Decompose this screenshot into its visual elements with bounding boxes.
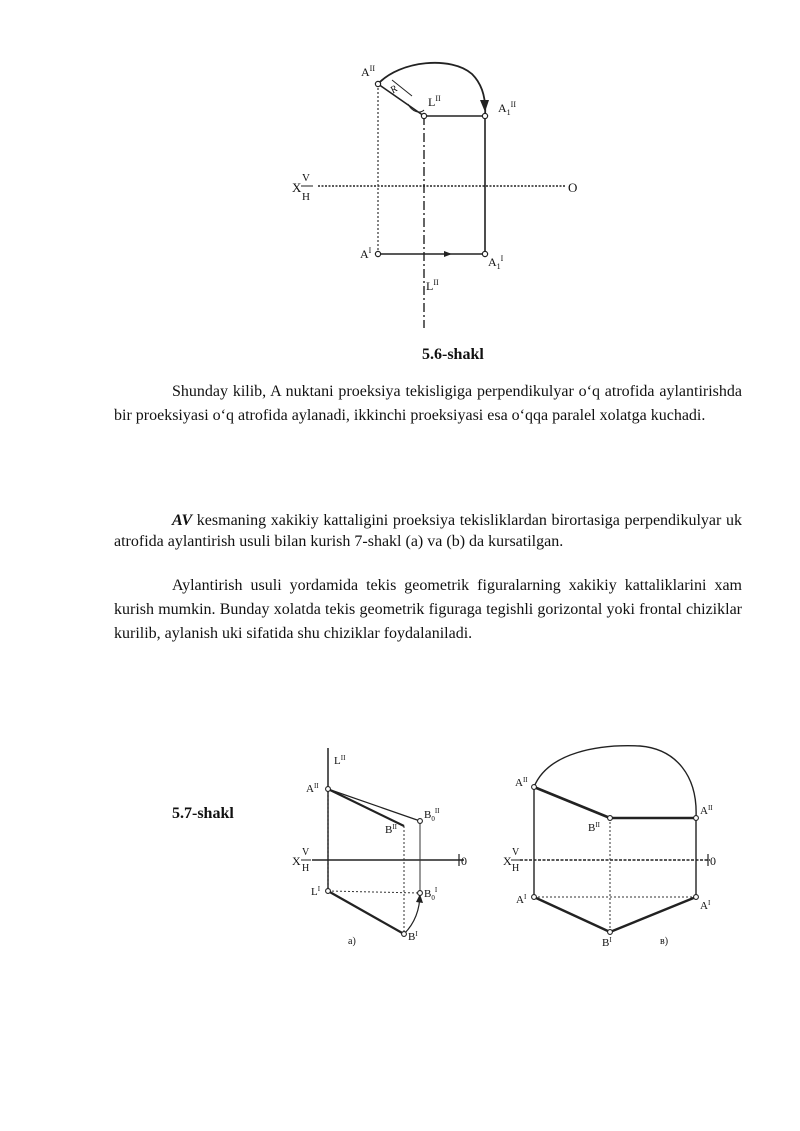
a-x-label: X <box>292 854 301 868</box>
paragraph-3: Aylantirish usuli yordamida tekis geometrik figuralarning xakikiy kattaliklarini xam kurish mumkin. Bunday xolatda tekis geometrik figuraga tegishli gorizontal yoki frontal chiziklar kurilib, aylanish uki sifatida shu chiziklar foydalaniladi. <box>114 577 742 642</box>
figure-caption-5-6: 5.6-shakl <box>422 346 484 363</box>
v-label: V <box>302 172 310 184</box>
b-o-label: 0 <box>710 854 716 868</box>
a-point-a-front <box>326 787 331 792</box>
a-label-l-front: $L^{II}$ <box>334 754 346 767</box>
a-point-l-top <box>326 889 331 894</box>
paragraph-2 <box>114 510 742 552</box>
a-v-label: V <box>302 847 310 858</box>
label-r: R <box>388 83 400 97</box>
figure-caption-5-7: 5.7-shakl <box>172 805 234 822</box>
b-label-b-top: $B^I$ <box>602 936 612 949</box>
point-a-top <box>375 251 380 256</box>
point-a1-top <box>482 251 487 256</box>
h-label: H <box>302 191 310 203</box>
b-label-a-top: $A^I$ <box>516 893 527 906</box>
b-point-b-front <box>608 816 613 821</box>
a-label-b-top: $B^I$ <box>408 930 418 943</box>
point-a-front <box>375 81 380 86</box>
label-l-top: $L^{II}$ <box>426 278 439 293</box>
a-label-b0-top: $B_0^I$ <box>424 886 438 902</box>
segment-name: AV <box>172 512 193 529</box>
a-label-b0-front: $B_0^{II}$ <box>424 807 440 823</box>
o-label: O <box>568 180 578 195</box>
b-point-a1-front <box>694 816 699 821</box>
label-a1-front: $A_1^{II}$ <box>498 100 516 117</box>
radius-line <box>378 84 424 116</box>
figure-5-6 <box>0 0 800 340</box>
a-o-label: 0 <box>461 854 467 868</box>
a-h-label: H <box>302 863 310 874</box>
b-v-label: V <box>512 847 520 858</box>
b-sub-label: в) <box>660 936 669 947</box>
point-a1-front <box>482 113 487 118</box>
b-point-a1-top <box>694 895 699 900</box>
label-a-top: $A^I$ <box>360 246 372 261</box>
a-label-a-front: $A^{II}$ <box>306 782 319 795</box>
bottom-arrow <box>444 251 452 257</box>
a-point-b-top <box>402 932 407 937</box>
b-label-a1-front: $A^{II}$ <box>700 804 713 817</box>
a-line-l-b-top <box>328 891 404 934</box>
a-sub-label: a) <box>348 936 356 947</box>
a-line-a-b0-front <box>328 789 420 821</box>
b-line-a-b-top <box>534 897 610 932</box>
b-point-a-top <box>532 895 537 900</box>
paragraph-2-text: kesmaning xakikiy kattaligini proeksiya tekisliklardan birortasiga perpendikulyar uk atrofida aylantirish usuli bilan kurish 7-shakl (a) va (b) da kursatilgan. <box>114 512 742 550</box>
b-point-b-top <box>608 930 613 935</box>
b-label-a1-top: $A^I$ <box>700 899 711 912</box>
a-point-b0-front <box>418 819 423 824</box>
label-a-front: $A^{II}$ <box>361 64 375 79</box>
point-l-front <box>421 113 426 118</box>
a-label-b-front: $B^{II}$ <box>385 823 398 836</box>
paragraph-1: Shunday kilib, A nuktani proeksiya tekisligiga perpendikulyar o‘q atrofida aylantirishda bir proeksiyasi o‘q atrofida aylanadi, ikkinchi proeksiyasi esa o‘qqa paralel xolatga kuchadi. <box>114 383 742 424</box>
b-rotation-arc <box>534 746 696 818</box>
label-l-front: $L^{II}$ <box>428 94 441 109</box>
a-line-a-b-front <box>328 789 404 826</box>
b-label-a-front: $A^{II}$ <box>515 776 528 789</box>
a-point-b0-top <box>418 891 423 896</box>
a-label-l-top: $L^I$ <box>311 885 321 898</box>
b-x-label: X <box>503 854 512 868</box>
a-line-l-b0-top <box>328 891 420 893</box>
arc-arrow-head <box>480 100 489 112</box>
b-line-b-a1-top <box>610 897 696 932</box>
b-h-label: H <box>512 863 520 874</box>
label-a1-top: $A_1^I$ <box>488 254 504 271</box>
b-line-a-b-front <box>534 787 610 818</box>
figure-5-7 <box>0 740 800 960</box>
b-label-b-front: $B^{II}$ <box>588 821 601 834</box>
b-point-a-front <box>532 785 537 790</box>
x-label: X <box>292 180 302 195</box>
